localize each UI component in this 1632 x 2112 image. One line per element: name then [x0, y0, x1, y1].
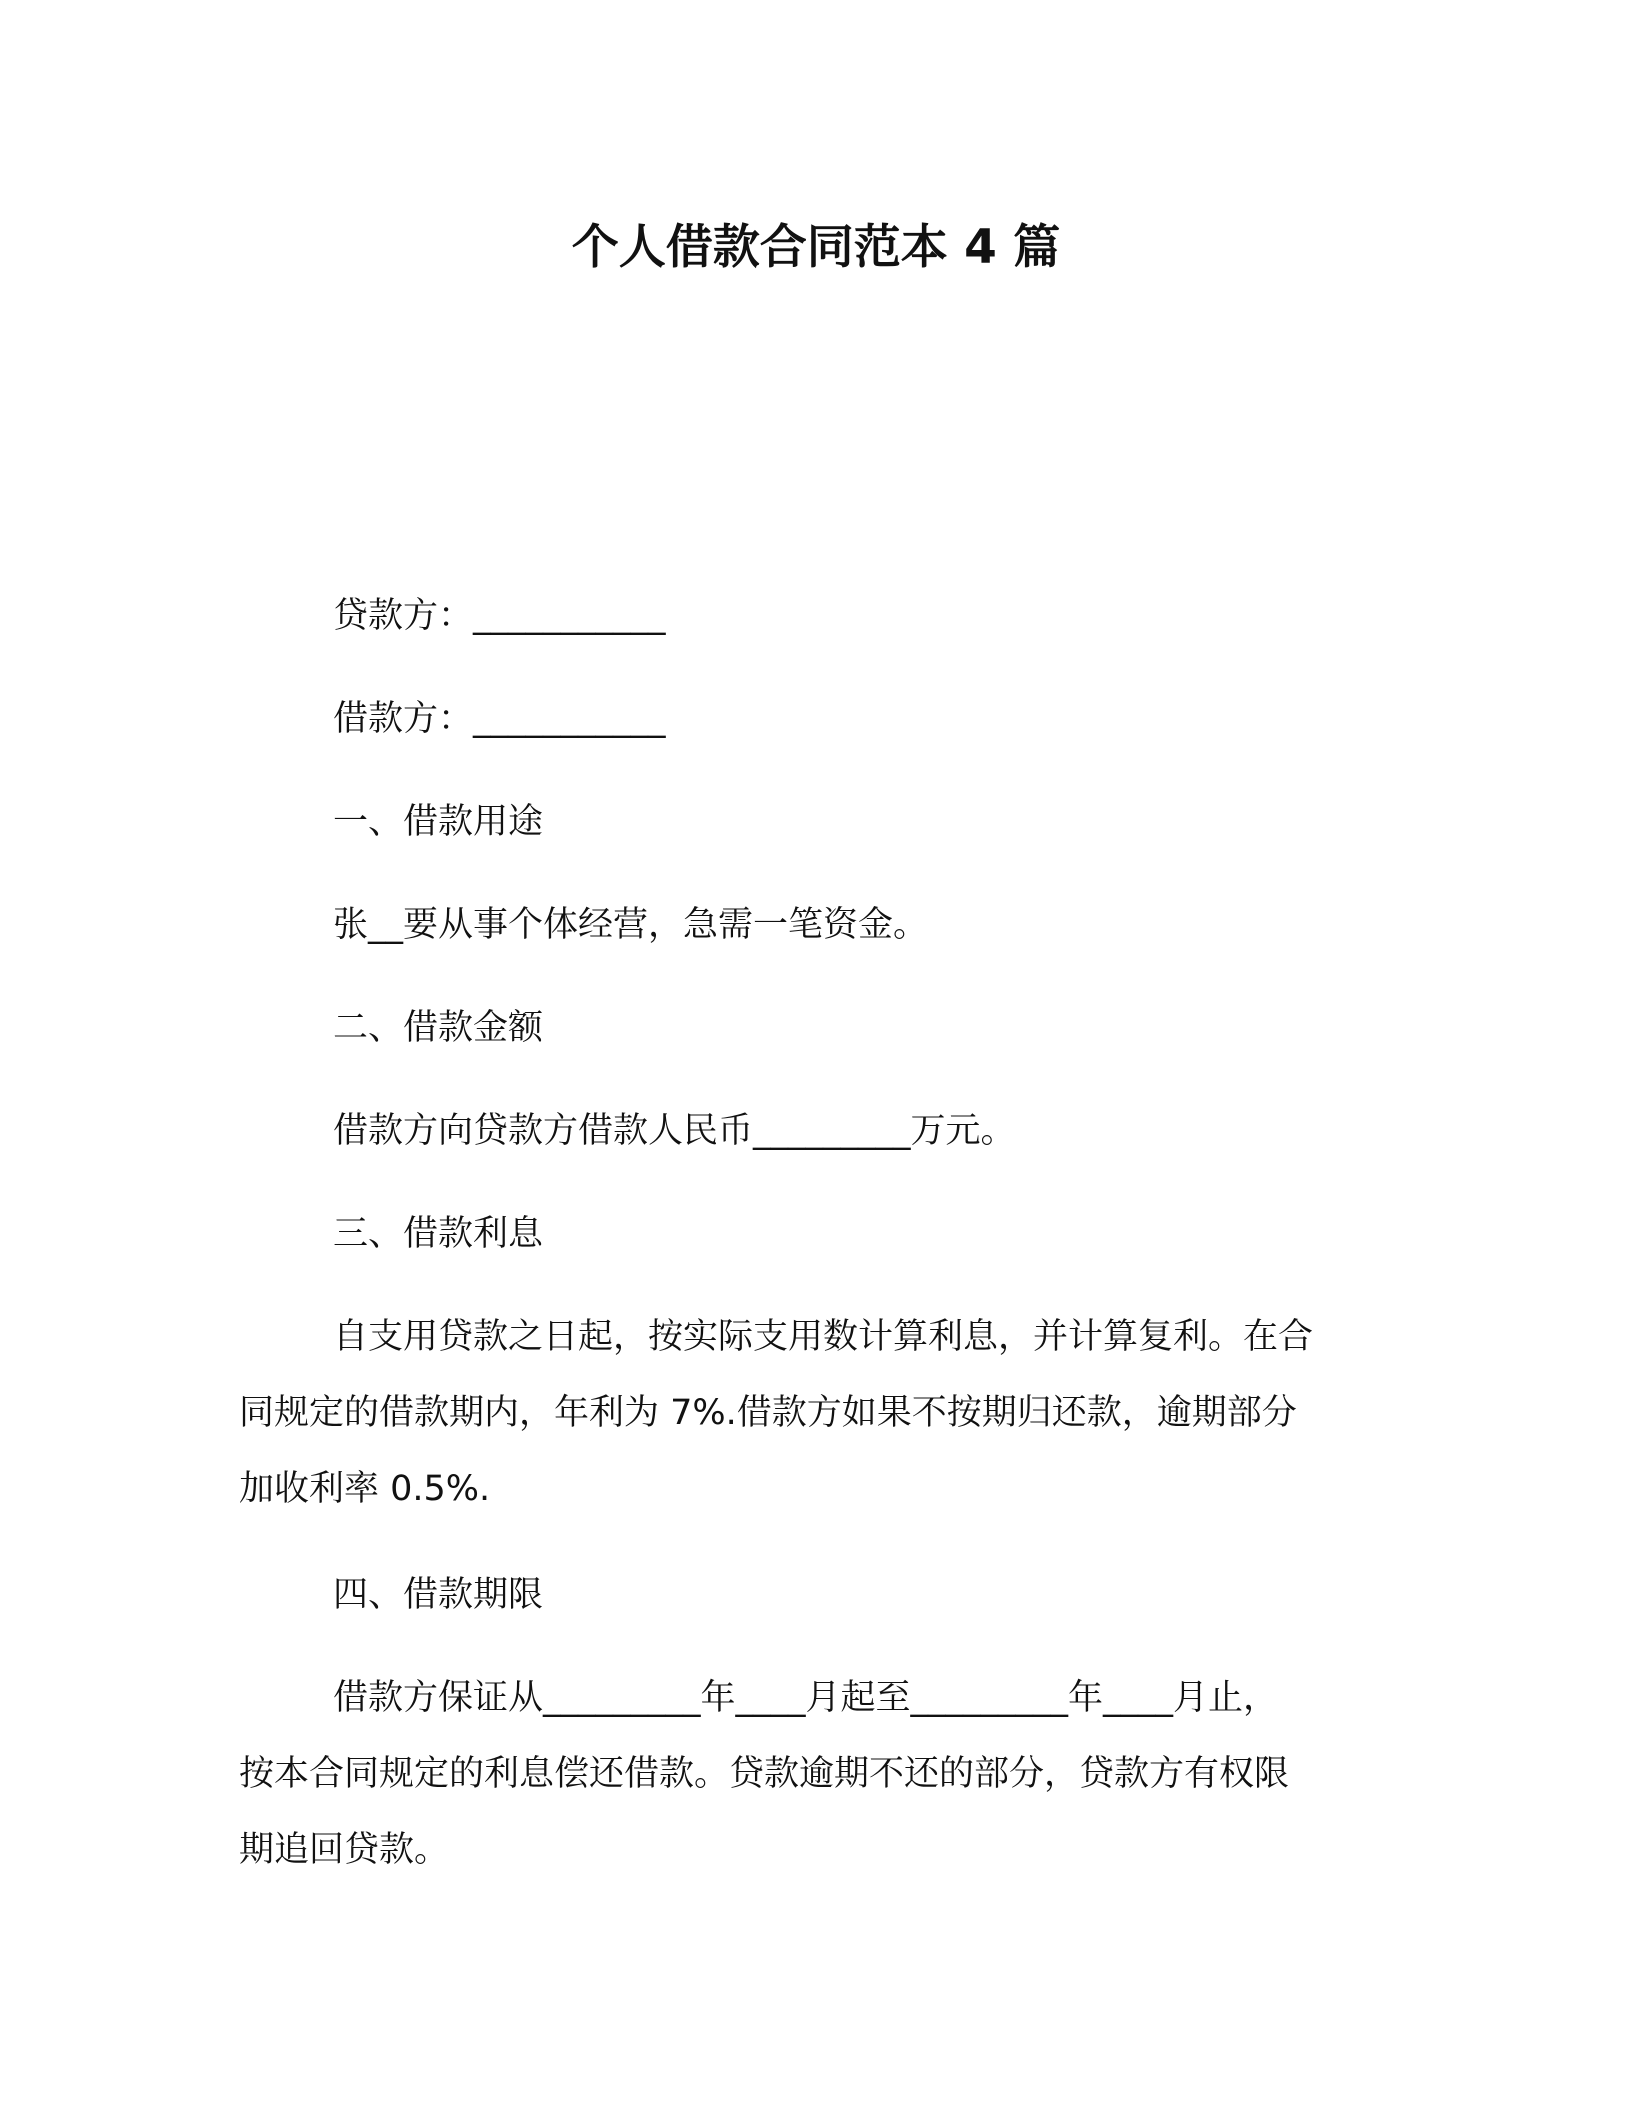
- section-2-heading: 二、借款金额: [333, 1008, 544, 1048]
- section-4-heading: 四、借款期限: [333, 1575, 544, 1615]
- lender-line: 贷款方：___________: [333, 596, 666, 636]
- section-3-line-3: 加收利率 0.5%.: [239, 1469, 491, 1509]
- section-4-line-1: 借款方保证从_________年____月起至_________年____月止，: [333, 1678, 1279, 1718]
- section-1-heading: 一、借款用途: [333, 802, 544, 842]
- section-3-heading: 三、借款利息: [333, 1214, 544, 1254]
- section-4-line-3: 期追回贷款。: [239, 1830, 450, 1870]
- section-3-line-1: 自支用贷款之日起，按实际支用数计算利息，并计算复利。在合: [333, 1317, 1314, 1357]
- section-3-line-2: 同规定的借款期内，年利为 7%.借款方如果不按期归还款，逾期部分: [239, 1393, 1297, 1433]
- borrower-line: 借款方：___________: [333, 699, 666, 739]
- section-2-body: 借款方向贷款方借款人民币_________万元。: [333, 1111, 1016, 1151]
- section-4-line-2: 按本合同规定的利息偿还借款。贷款逾期不还的部分，贷款方有权限: [239, 1754, 1290, 1794]
- document-title: 个人借款合同范本 4 篇: [571, 220, 1061, 275]
- section-1-body: 张__要从事个体经营，急需一笔资金。: [333, 905, 929, 945]
